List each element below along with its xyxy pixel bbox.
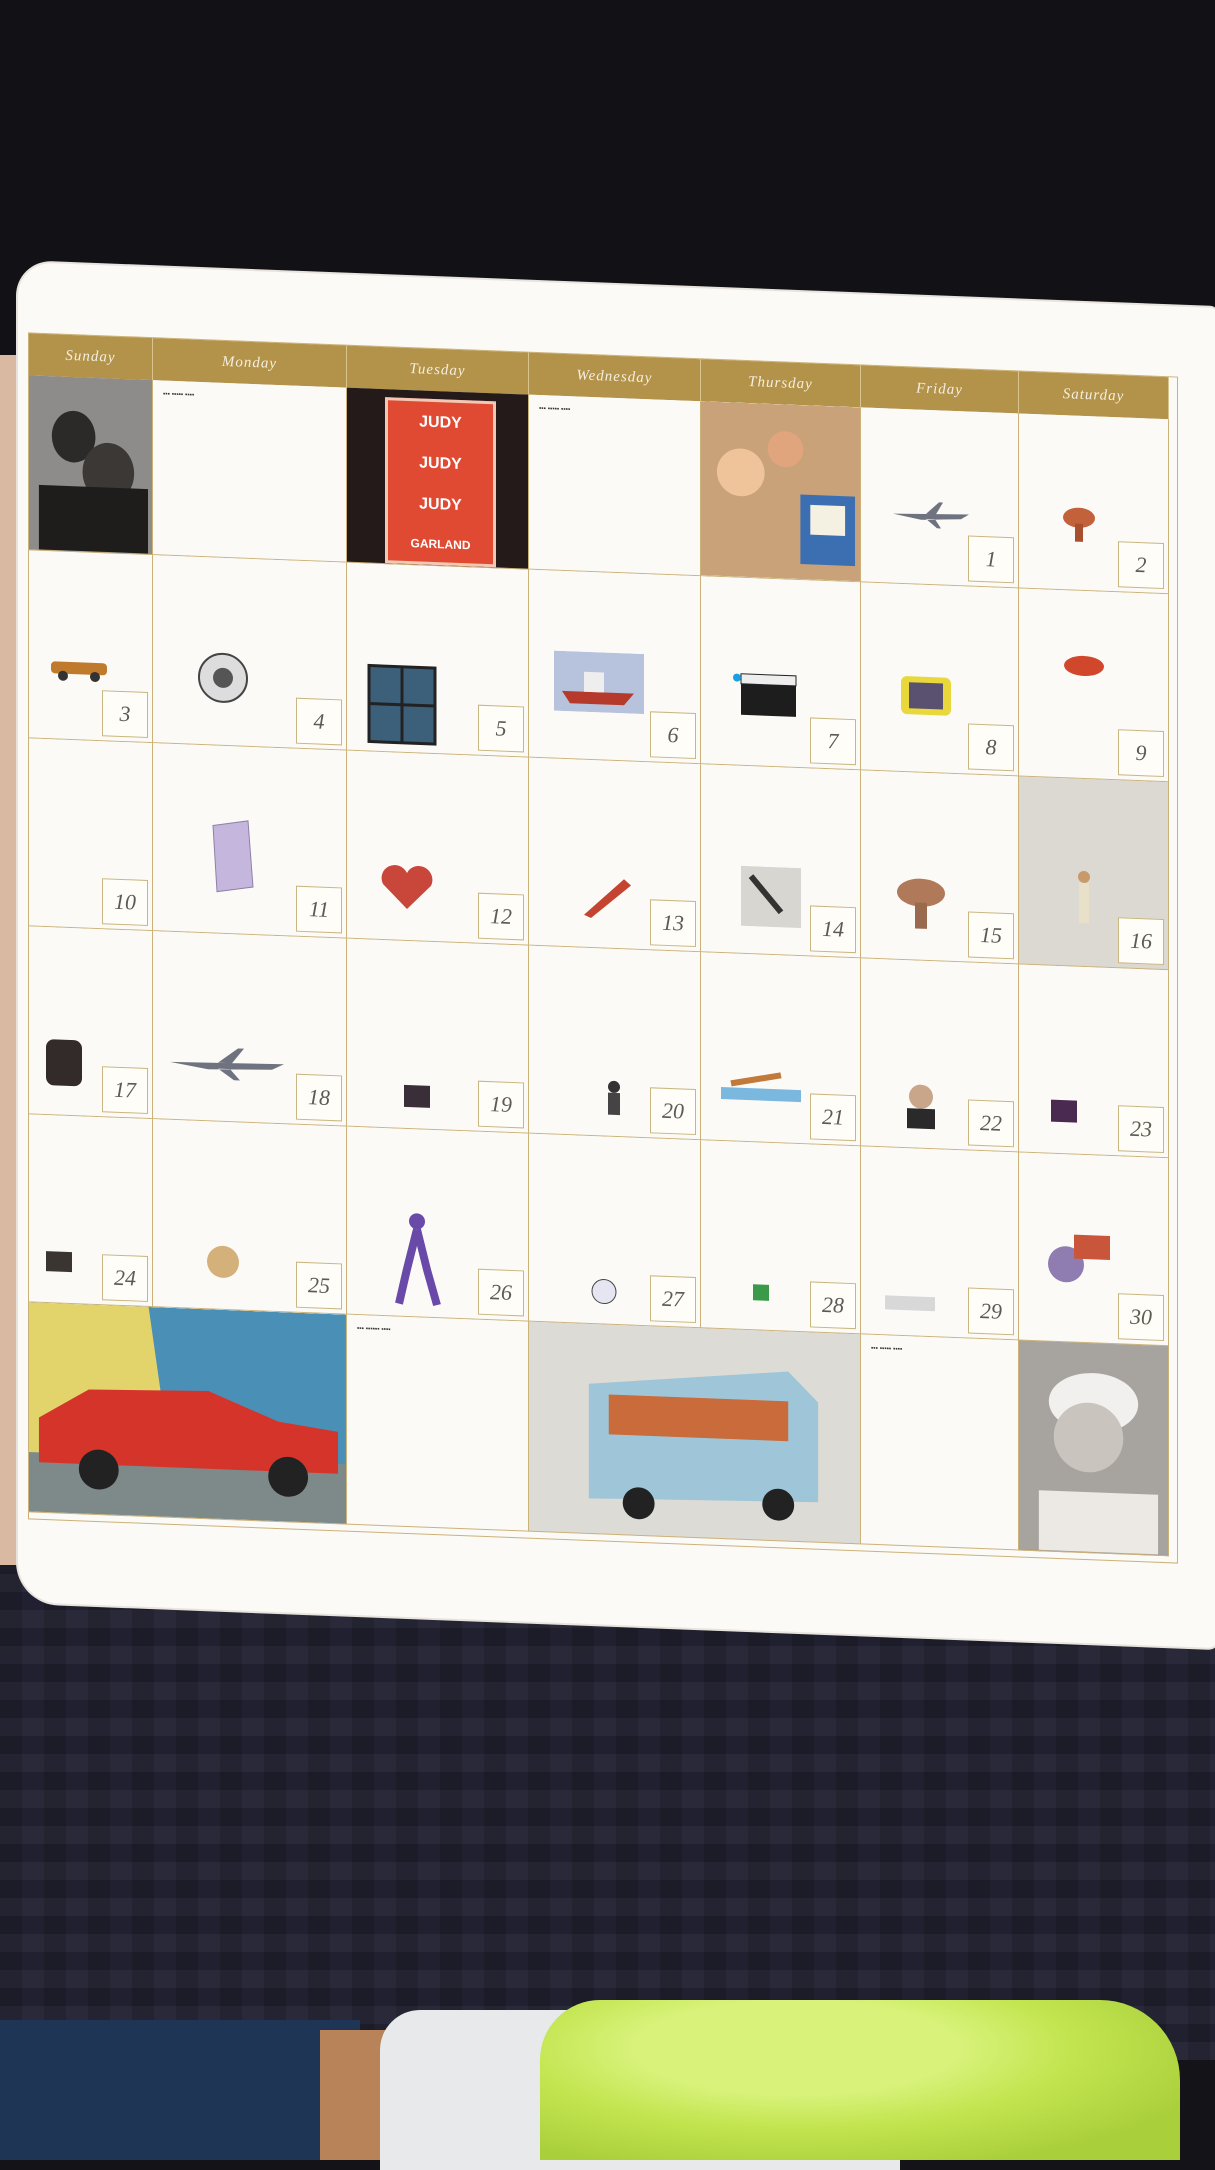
day-number: 27 [650, 1275, 696, 1323]
cartoon-icon [589, 1276, 619, 1307]
day-number: 19 [478, 1081, 524, 1129]
day-cell [1019, 413, 1169, 594]
baseball-player-icon [599, 1078, 629, 1119]
day-cell [153, 555, 347, 750]
mushroom-cloud-icon [1059, 505, 1099, 547]
day-number: 3 [102, 690, 148, 738]
day-number: 26 [478, 1269, 524, 1317]
day-cell [1019, 588, 1169, 782]
denim-corner [0, 2020, 360, 2160]
car-icon [49, 651, 109, 683]
day-cell [29, 1114, 153, 1307]
day-cell [153, 931, 347, 1126]
day-number: 25 [296, 1262, 342, 1310]
note-cell [347, 1315, 529, 1532]
day-cell-golf [1019, 776, 1169, 970]
day-number: 29 [968, 1287, 1014, 1335]
day-cell [347, 563, 529, 758]
tv-icon [1049, 1096, 1079, 1127]
day-cell [1019, 964, 1169, 1158]
airplane-icon [168, 1042, 288, 1087]
weekday-label: Sunday [65, 347, 116, 366]
red-car-photo [29, 1302, 346, 1524]
day-number: 9 [1118, 729, 1164, 777]
weekday-header-sunday [29, 333, 153, 380]
poster-word: JUDY [419, 453, 462, 473]
note-text: ▪▪▪ ▪▪▪▪▪ ▪▪▪▪ [163, 390, 195, 399]
weekday-label: Monday [221, 353, 278, 372]
day-number: 17 [102, 1066, 148, 1114]
day-cell [701, 576, 861, 770]
day-number: 11 [296, 886, 342, 934]
weekday-header-friday [861, 365, 1019, 413]
baseball-player-icon [387, 1208, 447, 1310]
day-number: 5 [478, 705, 524, 753]
day-cell [861, 770, 1019, 964]
day-cell [1019, 1152, 1169, 1346]
day-number: 7 [810, 717, 856, 765]
day-number: 24 [102, 1254, 148, 1302]
diver-icon [741, 866, 801, 928]
day-cell [153, 743, 347, 938]
day-cell [529, 1134, 701, 1329]
day-number: 4 [296, 698, 342, 746]
judy-poster [385, 397, 496, 567]
day-number: 16 [1118, 917, 1164, 965]
note-cell [153, 380, 347, 562]
day-number: 1 [968, 535, 1014, 583]
day-cell [701, 952, 861, 1146]
photo-cell-family [701, 401, 861, 582]
poster-word: GARLAND [410, 535, 471, 552]
day-number: 21 [810, 1093, 856, 1141]
day-cell [29, 926, 153, 1119]
day-number: 12 [478, 893, 524, 941]
photo-cell-van [529, 1322, 861, 1545]
note-cell [529, 395, 701, 577]
badge-icon [751, 1282, 771, 1303]
weekday-header-saturday [1019, 371, 1169, 419]
day-cell [861, 407, 1019, 588]
weekday-label: Thursday [748, 373, 813, 393]
calendar-grid [28, 332, 1178, 1563]
tv-icon [402, 1081, 432, 1112]
day-cell [29, 550, 153, 743]
day-number: 18 [296, 1074, 342, 1122]
day-number: 13 [650, 899, 696, 947]
note-text: ▪▪▪ ▪▪▪▪▪▪ ▪▪▪▪ [357, 1325, 391, 1334]
weekday-header-thursday [701, 359, 861, 407]
blue-van-photo [529, 1322, 860, 1544]
ship-icon [554, 651, 644, 714]
clapboard-icon [731, 667, 801, 720]
day-cell [861, 958, 1019, 1152]
poster-cell [347, 388, 529, 570]
heart-icon [377, 862, 437, 914]
day-cell [861, 582, 1019, 776]
weekday-header-wednesday [529, 353, 701, 402]
day-number: 22 [968, 1099, 1014, 1147]
day-number: 20 [650, 1087, 696, 1135]
day-cell [701, 1140, 861, 1334]
radio-icon [44, 1245, 74, 1276]
film-projector-icon [1044, 1223, 1114, 1296]
food-icon [1059, 650, 1109, 682]
day-number: 2 [1118, 541, 1164, 589]
rocket-icon [579, 870, 639, 922]
note-cell [861, 1334, 1019, 1550]
tv-icon [44, 1037, 84, 1089]
day-cell [529, 946, 701, 1141]
green-towel [540, 2000, 1180, 2160]
note-text: ▪▪▪ ▪▪▪▪▪ ▪▪▪▪ [871, 1344, 903, 1353]
portrait-icon [901, 1080, 941, 1132]
day-number: 10 [102, 878, 148, 926]
day-cell [29, 738, 153, 931]
day-number: 8 [968, 723, 1014, 771]
camera-icon [193, 647, 263, 710]
day-number: 15 [968, 911, 1014, 959]
day-cell [701, 764, 861, 958]
weekday-label: Friday [916, 380, 963, 398]
photo-cell-red-car [29, 1302, 347, 1524]
day-cell [347, 751, 529, 946]
day-cell [529, 758, 701, 953]
bw-photo [29, 375, 152, 553]
book-icon [203, 815, 263, 897]
mushroom-cloud-icon [891, 872, 951, 934]
poster-word: JUDY [419, 412, 462, 432]
golfer-icon [1069, 868, 1099, 929]
day-number: 14 [810, 905, 856, 953]
day-cell [347, 1127, 529, 1322]
day-cell [529, 570, 701, 765]
weekday-label: Tuesday [409, 360, 466, 379]
day-cell [861, 1146, 1019, 1340]
day-number: 6 [650, 711, 696, 759]
day-number: 23 [1118, 1105, 1164, 1153]
window-icon [367, 663, 437, 746]
day-number: 28 [810, 1281, 856, 1329]
tv-icon [891, 664, 961, 727]
day-number: 30 [1118, 1293, 1164, 1341]
note-text: ▪▪▪ ▪▪▪▪▪ ▪▪▪▪ [539, 405, 571, 414]
calendar-page [18, 262, 1215, 1648]
photo-cell-couple [29, 375, 153, 555]
day-cell [347, 939, 529, 1134]
weekday-label: Wednesday [576, 366, 653, 386]
swimmer-icon [721, 1063, 801, 1106]
day-cell [153, 1119, 347, 1314]
truck-icon [881, 1287, 941, 1319]
weekday-header-tuesday [347, 346, 529, 395]
record-icon [203, 1241, 243, 1283]
airplane-icon [891, 499, 971, 532]
color-photo [701, 401, 860, 581]
bw-portrait-photo [1019, 1340, 1168, 1554]
weekday-header-monday [153, 338, 347, 387]
poster-word: JUDY [419, 494, 462, 514]
photo-cell-woman [1019, 1340, 1169, 1556]
weekday-label: Saturday [1062, 385, 1125, 404]
